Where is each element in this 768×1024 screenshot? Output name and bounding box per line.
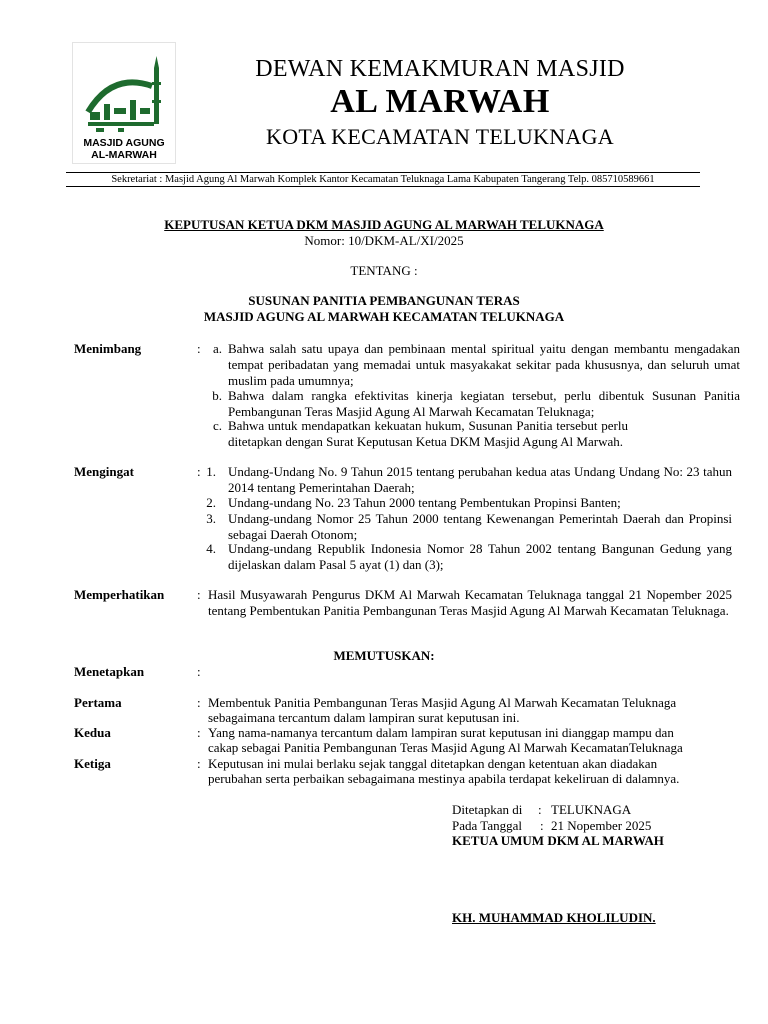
menetapkan-colon: : — [197, 664, 201, 679]
memperhatikan-colon: : — [197, 587, 201, 602]
decree-subject-line1: SUSUNAN PANITIA PEMBANGUNAN TERAS — [248, 293, 520, 308]
mengingat-item-2: Undang-undang No. 23 Tahun 2000 tentang Pembentukan Propinsi Banten; — [228, 495, 621, 510]
mengingat-marker-4: 4. — [206, 541, 216, 556]
ketiga-label: Ketiga — [74, 756, 111, 771]
sign-position: KETUA UMUM DKM AL MARWAH — [452, 833, 664, 848]
ketiga-colon: : — [197, 756, 201, 771]
mengingat-label: Mengingat — [74, 464, 134, 479]
sign-date-label: Pada Tanggal — [452, 818, 522, 833]
sign-place-value: TELUKNAGA — [551, 802, 632, 817]
pertama-label: Pertama — [74, 695, 122, 710]
mengingat-marker-2: 2. — [206, 495, 216, 510]
pertama-line1: Membentuk Panitia Pembangunan Teras Masjid Agung Al Marwah Kecamatan Teluknaga — [208, 695, 677, 710]
decree-about: TENTANG : — [350, 263, 418, 278]
memutuskan-heading: MEMUTUSKAN: — [333, 648, 435, 663]
sign-date-value: 21 Nopember 2025 — [551, 818, 652, 833]
mengingat-item-4: Undang-undang Republik Indonesia Nomor 28 Tahun 2002 tentang Bangunan Gedung yang dijelaskan dalam Pasal 5 ayat (1) dan (3); — [228, 541, 732, 572]
memperhatikan-text: Hasil Musyawarah Pengurus DKM Al Marwah Kecamatan Teluknaga tanggal 21 Nopember 2025 tentang Pembentukan Panitia Pembangunan Teras Masjid Agung Al Marwah Kecamatan Teluknaga. — [208, 587, 732, 618]
header-rule-bottom — [66, 186, 700, 187]
kedua-label: Kedua — [74, 725, 111, 740]
menimbang-label: Menimbang — [74, 341, 142, 356]
sign-place-label: Ditetapkan di — [452, 802, 523, 817]
logo-label-line1: MASJID AGUNG — [83, 137, 165, 149]
secretariat-address: Sekretariat : Masjid Agung Al Marwah Komplek Kantor Kecamatan Teluknaga Lama Kabupaten Tangerang Telp. 085710589661 — [111, 174, 655, 185]
pertama-line2: sebagaimana tercantum dalam lampiran surat keputusan ini. — [208, 710, 520, 725]
mengingat-item-1: Undang-Undang No. 9 Tahun 2015 tentang perubahan kedua atas Undang Undang No: 23 tahun 2014 tentang Pemerintahan Daerah; — [228, 464, 732, 495]
menimbang-item-c: Bahwa untuk mendapatkan kekuatan hukum, Susunan Panitia tersebut perlu ditetapkan dengan Surat Keputusan Ketua DKM Masjid Agung Al Marwah. — [228, 418, 628, 449]
header-rule-top — [66, 172, 700, 173]
kedua-colon: : — [197, 725, 201, 740]
menimbang-marker-a: a. — [212, 341, 222, 356]
ketiga-line1: Keputusan ini mulai berlaku sejak tanggal ditetapkan dengan ketentuan akan diadakan — [208, 756, 658, 771]
sign-name: KH. MUHAMMAD KHOLILUDIN. — [452, 910, 656, 925]
org-location: KOTA KECAMATAN TELUKNAGA — [266, 124, 614, 149]
kedua-line2: cakap sebagai Panitia Pembangunan Teras Masjid Agung Al Marwah KecamatanTeluknaga — [208, 740, 683, 755]
masjid-logo — [72, 42, 176, 164]
sign-place-colon: : — [538, 802, 542, 817]
mengingat-marker-3: 3. — [206, 511, 216, 526]
decree-number: Nomor: 10/DKM-AL/XI/2025 — [304, 233, 464, 248]
menimbang-item-a: Bahwa salah satu upaya dan pembinaan mental spiritual yaitu dengan membantu mengadakan tempat peribadatan yang memadai untuk masyakakat sekitar pada khususnya, dan seluruh umat muslim pada umumnya; — [228, 341, 740, 388]
menimbang-item-b: Bahwa dalam rangka efektivitas kinerja kegiatan tersebut, perlu dibentuk Susunan Panitia Pembangunan Teras Masjid Agung Al Marwah Kecamatan Teluknaga; — [228, 388, 740, 419]
mengingat-marker-1: 1. — [206, 464, 216, 479]
mosque-logo-icon — [72, 42, 176, 164]
ketiga-line2: perubahan serta perbaikan sebagaimana mestinya apabila terdapat kekeliruan di dalamnya. — [208, 771, 680, 786]
menetapkan-label: Menetapkan — [74, 664, 145, 679]
decree-title: KEPUTUSAN KETUA DKM MASJID AGUNG AL MARWAH TELUKNAGA — [164, 217, 604, 232]
memperhatikan-label: Memperhatikan — [74, 587, 165, 602]
kedua-line1: Yang nama-namanya tercantum dalam lampiran surat keputusan ini dianggap mampu dan — [208, 725, 674, 740]
decree-subject-line2: MASJID AGUNG AL MARWAH KECAMATAN TELUKNAGA — [203, 309, 565, 324]
logo-label-line2: AL-MARWAH — [91, 149, 157, 161]
mengingat-colon: : — [197, 464, 201, 479]
sign-date-colon: : — [540, 818, 544, 833]
menimbang-marker-b: b. — [212, 388, 222, 403]
menimbang-marker-c: c. — [212, 418, 222, 433]
menimbang-colon: : — [197, 341, 201, 356]
org-name: AL MARWAH — [330, 83, 550, 120]
pertama-colon: : — [197, 695, 201, 710]
mengingat-item-3: Undang-undang Nomor 25 Tahun 2000 tentang Kewenangan Pemerintah Daerah dan Propinsi sebagai Daerah Otonom; — [228, 511, 732, 542]
org-line1: DEWAN KEMAKMURAN MASJID — [255, 56, 625, 82]
